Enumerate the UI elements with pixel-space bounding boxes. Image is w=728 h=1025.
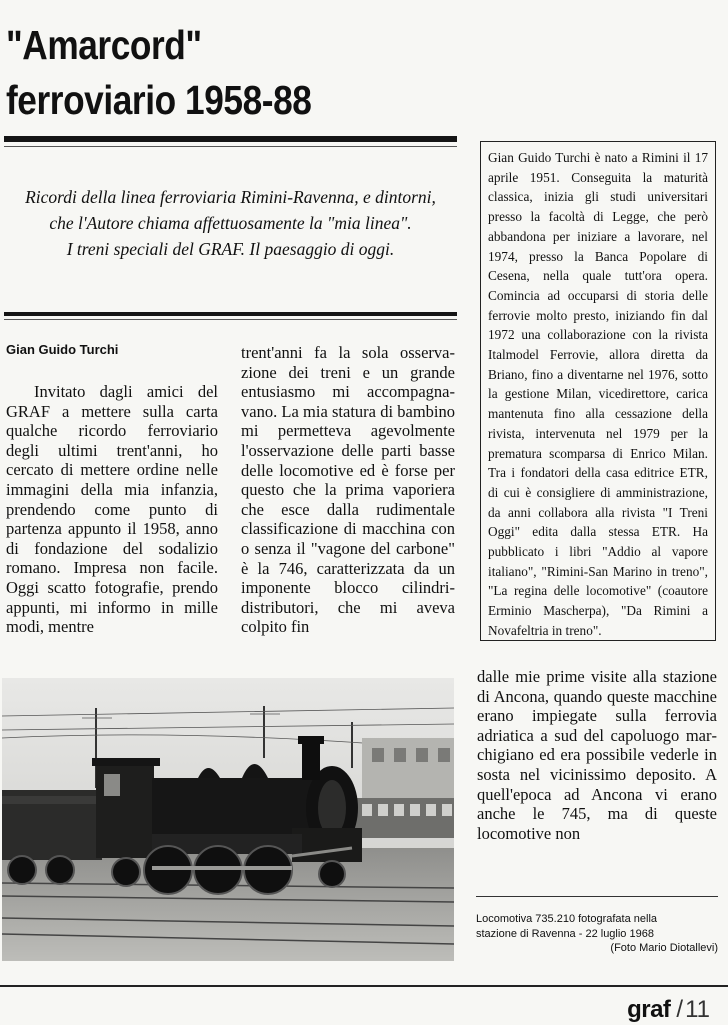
body-column-1: Invitato dagli amici del GRAF a mettere sulla carta qualche ricordo ferroviario degli ultimi trent'anni, ho cercato di mettere ordine nelle immagini della mia infanzia, prendendo come punto di partenza appunto il 1958, anno di fondazione del sodalizio romano. Impresa non facile. Oggi scatto fotografie, prendo appunti, mi informo in mille modi, mentre (6, 382, 218, 637)
photo-caption (476, 912, 718, 956)
caption-rule (476, 896, 718, 897)
page-footer (627, 996, 710, 1024)
page-number: 11 (685, 996, 710, 1023)
body-column-2: trent'anni fa la sola osservazione dei treni e un grande entusiasmo mi accompagnavano. La mia statura di bambino mi permetteva agevolmente l'osservazione delle parti basse delle locomotive ed è forse per questo che la prima vaporiera che esce dalla rudimentale classificazione di macchina con o senza il "vagone del carbone" è la 746, caratterizzata da un imponente blocco cilindri-distributori, che mi aveva colpito fin (241, 343, 455, 637)
author-bio-box: Gian Guido Turchi è nato a Rimini il 17 aprile 1951. Conseguita la maturità classica, inizia gli studi universitari presso la facoltà di Legge, che però abbandona per iniziare a lavorare, nel 1974, presso la Banca Popolare di Cesena, nella quale tutt'ora opera. Comincia ad occuparsi di storia delle ferrovie molto presto, iniziando fin dal 1972 una collaborazione con la rivista Italmodel Ferrovie, allora diretta da Briano, fino a diventarne nel 1976, sotto la gestione Milan, vicedirettore, carica mantenuta fino alla cessazione della rivista, intervenuta nel 1979 per la prematura scomparsa di Enrico Milan. Tra i fondatori della casa editrice ETR, di cui è consigliere di amministrazione, da anni collabora alla rivista "I Treni Oggi" edita dalla stessa ETR. Ha pubblicato i libri "Addio al vapore italiano", "Rimini-San Marino in treno", "La regina delle locomotive" (coautore Erminio Mascherpa), "Da Rimini a Novafeltria in treno". (480, 141, 716, 641)
standfirst-line-1: Ricordi della linea ferroviaria Rimini-Ravenna, e dintorni, (25, 187, 436, 207)
locomotive-photo (2, 678, 454, 961)
photo-credit: (Foto Mario Diotallevi) (610, 942, 718, 954)
footer-rule (0, 985, 728, 987)
caption-line-2: stazione di Ravenna - 22 luglio 1968 (476, 927, 654, 940)
standfirst-rule (4, 312, 457, 316)
article-title (6, 18, 402, 128)
magazine-logo: graf (627, 996, 671, 1023)
body-column-3: dalle mie prime visite alla stazione di Ancona, quando queste macchine erano impiegate sulla ferrovia adriatica a sud del capoluogo marchigiano ed era possibile vederle in sosta nel vicinissimo deposito. A quell'epoca ad Ancona vi erano anche le 745, ma di queste locomotive non (477, 667, 717, 843)
title-line-2: ferroviario 1958-88 (6, 77, 312, 123)
standfirst-line-2: che l'Autore chiama affettuosamente la "mia linea". (49, 213, 412, 233)
page-separator: / (676, 996, 684, 1023)
standfirst-line-3: I treni speciali del GRAF. Il paesaggio di oggi. (66, 239, 395, 259)
title-line-1: "Amarcord" (6, 22, 202, 68)
title-rule (4, 136, 457, 142)
author-byline: Gian Guido Turchi (6, 342, 119, 357)
article-standfirst (4, 184, 457, 262)
standfirst-rule-thin (4, 319, 457, 320)
caption-line-1: Locomotiva 735.210 fotografata nella (476, 913, 658, 925)
title-rule-thin (4, 146, 457, 147)
